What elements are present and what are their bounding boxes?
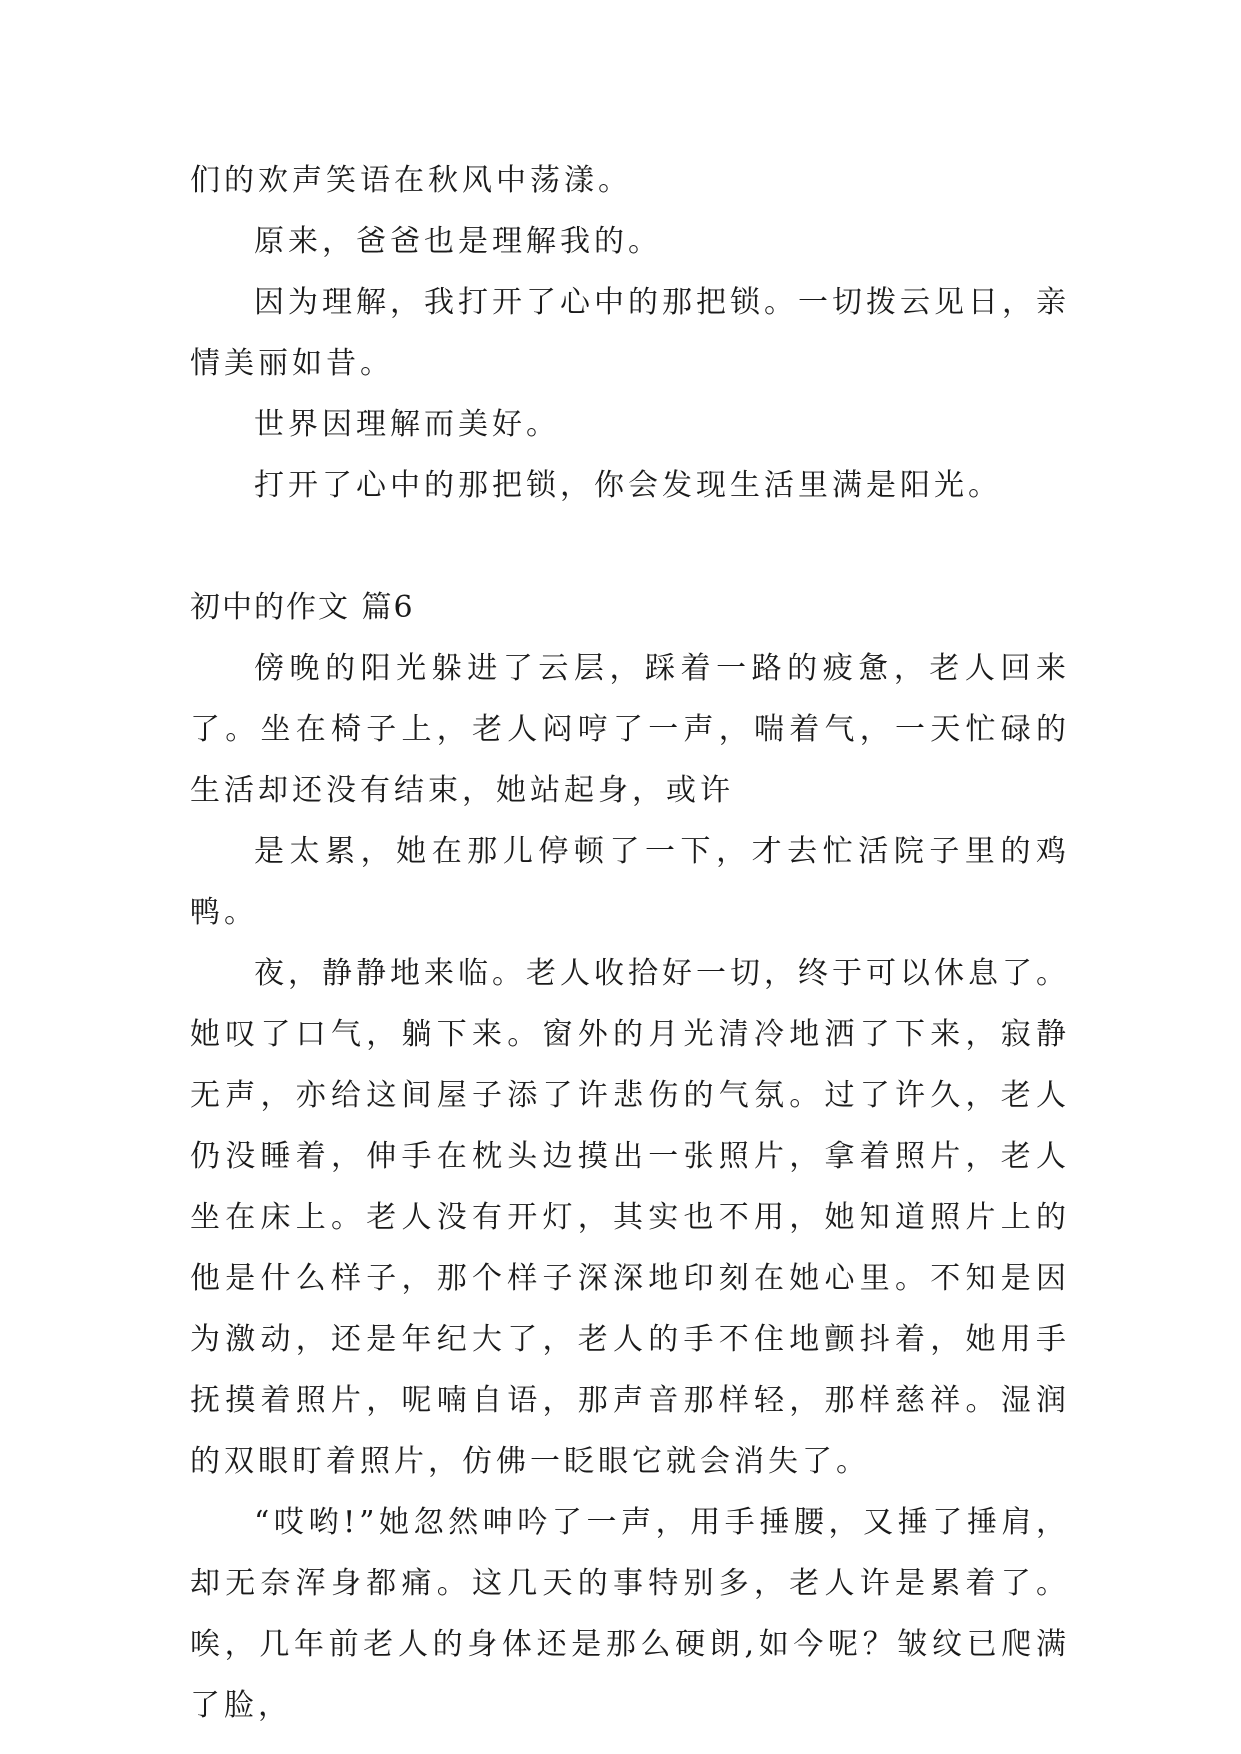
paragraph-6: 傍晚的阳光躲进了云层，踩着一路的疲惫，老人回来了。坐在椅子上，老人闷哼了一声，喘着气，一天忙碌的生活却还没有结束，她站起身，或许	[190, 651, 1070, 808]
paragraph-2: 原来，爸爸也是理解我的。	[254, 224, 662, 259]
paragraph-4: 世界因理解而美好。	[254, 407, 560, 442]
paragraph-8: 夜，静静地来临。老人收拾好一切，终于可以休息了。她叹了口气，躺下来。窗外的月光清冷地洒了下来，寂静无声，亦给这间屋子添了许悲伤的气氛。过了许久，老人仍没睡着，伸手在枕头边摸出一张照片，拿着照片，老人坐在床上。老人没有开灯，其实也不用，她知道照片上的他是什么样子，那个样子深深地印刻在她心里。不知是因为激动，还是年纪大了，老人的手不住地颤抖着，她用手抚摸着照片，呢喃自语，那声音那样轻，那样慈祥。湿润的双眼盯着照片，仿佛一眨眼它就会消失了。	[190, 956, 1070, 1479]
paragraph-3: 因为理解，我打开了心中的那把锁。一切拨云见日，亲情美丽如昔。	[190, 285, 1070, 381]
paragraph-9: “哎哟!”她忽然呻吟了一声，用手捶腰，又捶了捶肩，却无奈浑身都痛。这几天的事特别多，老人许是累着了。唉，几年前老人的身体还是那么硬朗,如今呢？皱纹已爬满了脸，	[190, 1505, 1070, 1723]
paragraph-1: 们的欢声笑语在秋风中荡漾。	[190, 163, 632, 198]
section-spacer	[190, 516, 1070, 577]
document-page	[190, 150, 1070, 1736]
paragraph-7: 是太累，她在那儿停顿了一下，才去忙活院子里的鸡鸭。	[190, 834, 1070, 930]
section-title: 初中的作文 篇6	[190, 590, 415, 625]
paragraph-5: 打开了心中的那把锁，你会发现生活里满是阳光。	[254, 468, 1002, 503]
